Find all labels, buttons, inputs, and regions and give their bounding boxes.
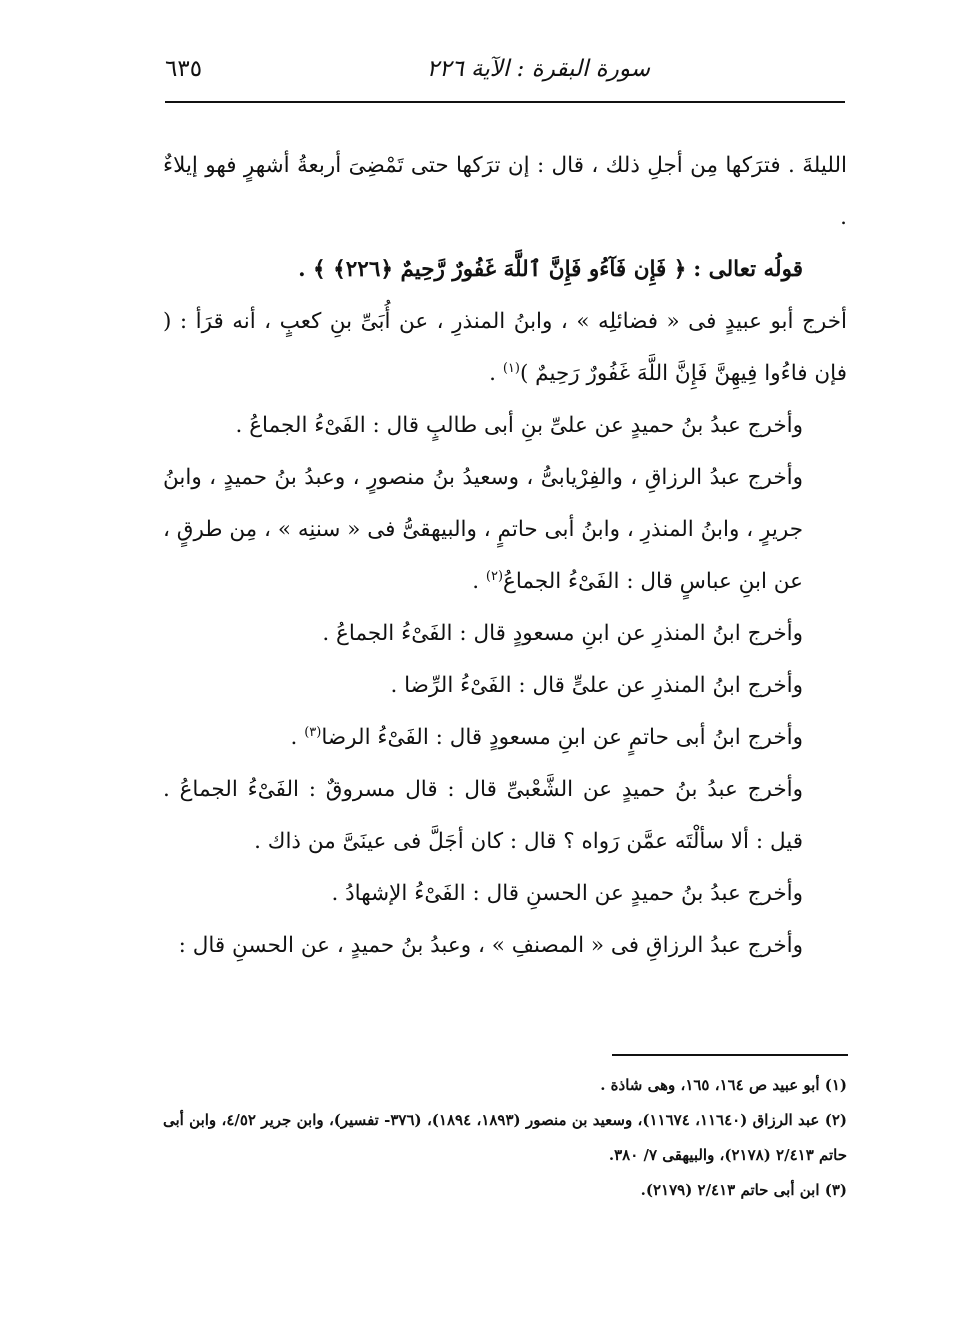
footnote-ref-1: (١) xyxy=(502,360,520,376)
surah-verse-title: سورة البقرة : الآية ٢٢٦ xyxy=(426,56,650,82)
page-number: ٦٣٥ xyxy=(165,56,203,82)
paragraph-3-text: أخرج أبو عبيدٍ فى « فضائلِه » ، وابنُ المنذرِ ، عن أُبَىِّ بنِ كعبٍ ، أنه قرَأ : ( فإن فاءُوا فِيهِنَّ فَإِنَّ اللَّهَ غَفُورٌ رَحِيمٌ ) xyxy=(163,309,847,386)
paragraph-5 xyxy=(163,452,847,608)
running-header xyxy=(165,56,845,96)
footnote-divider xyxy=(612,1054,848,1056)
paragraph-4: وأخرج عبدُ بنُ حميدٍ عن علىِّ بنِ أبى طالبٍ قال : الفَىْءُ الجماعُ . xyxy=(235,413,803,438)
footnote-3: (٣) ابن أبى حاتم ٢/٤١٣ (٢١٧٩). xyxy=(640,1181,847,1199)
paragraph-8 xyxy=(163,712,847,764)
footnote-2: (٢) عبد الرزاق (١١٦٤٠، ١١٦٧٤)، وسعيد بن منصور (١٨٩٣، ١٨٩٤)، (٣٧٦- تفسير)، وابن جرير ٤/٥٢، وابن أبى حاتم ٢/٤١٣ (٢١٧٨)، والبيهقى ٧/ ٣٨٠. xyxy=(163,1111,847,1164)
paragraph-8-end: . xyxy=(290,725,305,750)
paragraph-11: وأخرج عبدُ الرزاقِ فى « المصنفِ » ، وعبدُ بنُ حميدٍ ، عن الحسنِ قال : xyxy=(178,933,803,958)
paragraph-1: الليلةَ . فترَكها مِن أجلِ ذلك ، قال : إن ترَكها حتى تَمْضِىَ أربعةُ أشهرٍ فهو إيلاءٌ . xyxy=(163,153,847,230)
paragraph-8-text: وأخرج ابنُ أبى حاتمٍ عن ابنِ مسعودٍ قال : الفَىْءُ الرضا xyxy=(321,725,803,750)
quran-verse: ﴿ فَإِن فَآءُو فَإِنَّ ٱللَّهَ غَفُورٌ رَّحِيمٌ ﴿٢٢٦﴾ ﴾ . xyxy=(298,257,687,282)
paragraph-6: وأخرج ابنُ المنذرِ عن ابنِ مسعودٍ قال : الفَىْءُ الجماعُ . xyxy=(322,621,803,646)
paragraph-9: وأخرج عبدُ بنُ حميدٍ عن الشَّعْبىِّ قال : قال مسروقٌ : الفَىْءُ الجماعُ . قيل : ألا سألْتَه عمَّن رَواه ؟ قال : كان أجَلَّ فى عينَىَّ من ذاك . xyxy=(163,777,803,854)
footnotes xyxy=(163,1068,847,1208)
paragraph-5-text: وأخرج عبدُ الرزاقِ ، والفِرْيابىُّ ، وسعيدُ بنُ منصورٍ ، وعبدُ بنُ حميدٍ ، وابنُ جريرٍ ، وابنُ المنذرِ ، وابنُ أبى حاتمٍ ، والبيهقىُّ فى « سننِه » ، مِن طرقٍ ، عن ابنِ عباسٍ قال : الفَىْءُ الجماعُ xyxy=(163,465,803,594)
footnote-1: (١) أبو عبيد ص ١٦٤، ١٦٥، وهى شاذة . xyxy=(600,1076,847,1094)
paragraph-7: وأخرج ابنُ المنذرِ عن علىٍّ قال : الفَىْءُ الرِّضا . xyxy=(390,673,803,698)
paragraph-5-end: . xyxy=(472,569,486,594)
verse-heading: قولُه تعالى : xyxy=(693,257,803,282)
paragraph-3-end: . xyxy=(489,361,503,386)
footnote-ref-2: (٢) xyxy=(485,568,504,584)
paragraph-verse xyxy=(163,244,847,296)
main-text xyxy=(163,140,847,972)
header-divider xyxy=(165,101,845,103)
paragraph-3 xyxy=(163,296,847,400)
paragraph-10: وأخرج عبدُ بنُ حميدٍ عن الحسنِ قال : الفَىْءُ الإشهادُ . xyxy=(331,881,803,906)
footnote-ref-3: (٣) xyxy=(304,724,322,740)
